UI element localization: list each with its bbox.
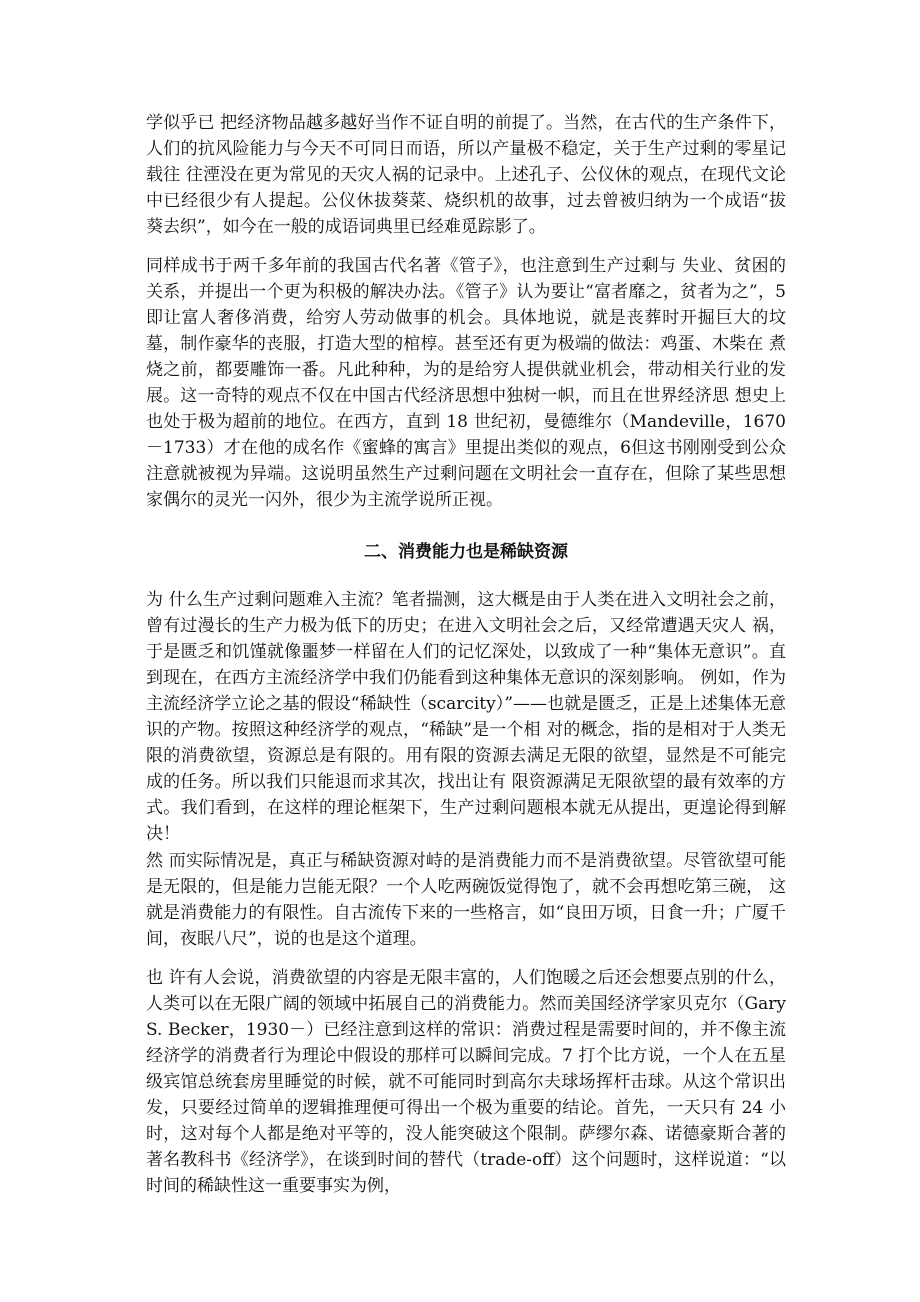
- paragraph-4: 然 而实际情况是，真正与稀缺资源对峙的是消费能力而不是消费欲望。尽管欲望可能是无限的，但是能力岂能无限？一个人吃两碗饭觉得饱了，就不会再想吃第三碗， 这就是消费能力的有限性。自古流传下来的一些格言，如“良田万顷，日食一升；广厦千间，夜眠八尺”，说的也是这个道理。: [146, 851, 786, 949]
- paragraph-3: 为 什么生产过剩问题难入主流？笔者揣测，这大概是由于人类在进入文明社会之前，曾有过漫长的生产力极为低下的历史；在进入文明社会之后，又经常遭遇天灾人 祸，于是匮乏和饥馑就像噩梦一样留在人们的记忆深处，以致成了一种“集体无意识”。直到现在，在西方主流经济学中我们仍能看到这种集体无意识的深刻影响。 例如，作为主流经济学立论之基的假设“稀缺性（scarcity）”——也就是匮乏，正是上述集体无意识的产物。按照这种经济学的观点，“稀缺”是一个相 对的概念，指的是相对于人类无限的消费欲望，资源总是有限的。用有限的资源去满足无限的欲望，显然是不可能完成的任务。所以我们只能退而求其次，找出让有 限资源满足无限欲望的最有效率的方式。我们看到，在这样的理论框架下，生产过剩问题根本就无从提出，更遑论得到解决！: [146, 590, 786, 844]
- paragraph-5: 也 许有人会说，消费欲望的内容是无限丰富的，人们饱暖之后还会想要点别的什么，人类可以在无限广阔的领域中拓展自己的消费能力。然而美国经济学家贝克尔（Gary S. Becker，1930－）已经注意到这样的常识：消费过程是需要时间的，并不像主流经济学的消费者行为理论中假设的那样可以瞬间完成。7 打个比方说，一个人在五星级宾馆总统套房里睡觉的时候，就不可能同时到高尔夫球场挥杆击球。从这个常识出发，只要经过简单的逻辑推理便可得出一个极为重要的结论。首先，一天只有 24 小时，这对每个人都是绝对平等的，没人能突破这个限制。萨缪尔森、诺德豪斯合著的著名教科书《经济学》，在谈到时间的替代（trade-off）这个问题时，这样说道：“以时间的稀缺性这一重要事实为例，: [146, 968, 786, 1196]
- section-heading: 二、消费能力也是稀缺资源: [364, 542, 568, 562]
- paragraph-1: 学似乎已 把经济物品越多越好当作不证自明的前提了。当然，在古代的生产条件下，人们的抗风险能力与今天不可同日而语，所以产量极不稳定，关于生产过剩的零星记载往 往湮没在更为常见的天灾人祸的记录中。上述孔子、公仪休的观点，在现代文论中已经很少有人提起。公仪休拔葵菜、烧织机的故事，过去曾被归纳为一个成语“拔 葵去织”，如今在一般的成语词典里已经难觅踪影了。: [146, 113, 786, 237]
- paragraph-2: 同样成书于两千多年前的我国古代名著《管子》，也注意到生产过剩与 失业、贫困的关系，并提出一个更为积极的解决办法。《管子》认为要让“富者靡之，贫者为之”，5 即让富人奢侈消费，给穷人劳动做事的机会。具体地说，就是丧葬时开掘巨大的坟墓，制作豪华的丧服，打造大型的棺椁。甚至还有更为极端的做法：鸡蛋、木柴在 煮烧之前，都要雕饰一番。凡此种种，为的是给穷人提供就业机会，带动相关行业的发展。这一奇特的观点不仅在中国古代经济思想中独树一帜，而且在世界经济思 想史上也处于极为超前的地位。在西方，直到 18 世纪初，曼德维尔（Mandeville，1670－1733）才在他的成名作《蜜蜂的寓言》里提出类似的观点，6但这书刚刚受到公众注意就被视为异端。这说明虽然生产过剩问题在文明社会一直存在，但除了某些思想家偶尔的灵光一闪外，很少为主流学说所正视。: [146, 256, 786, 510]
